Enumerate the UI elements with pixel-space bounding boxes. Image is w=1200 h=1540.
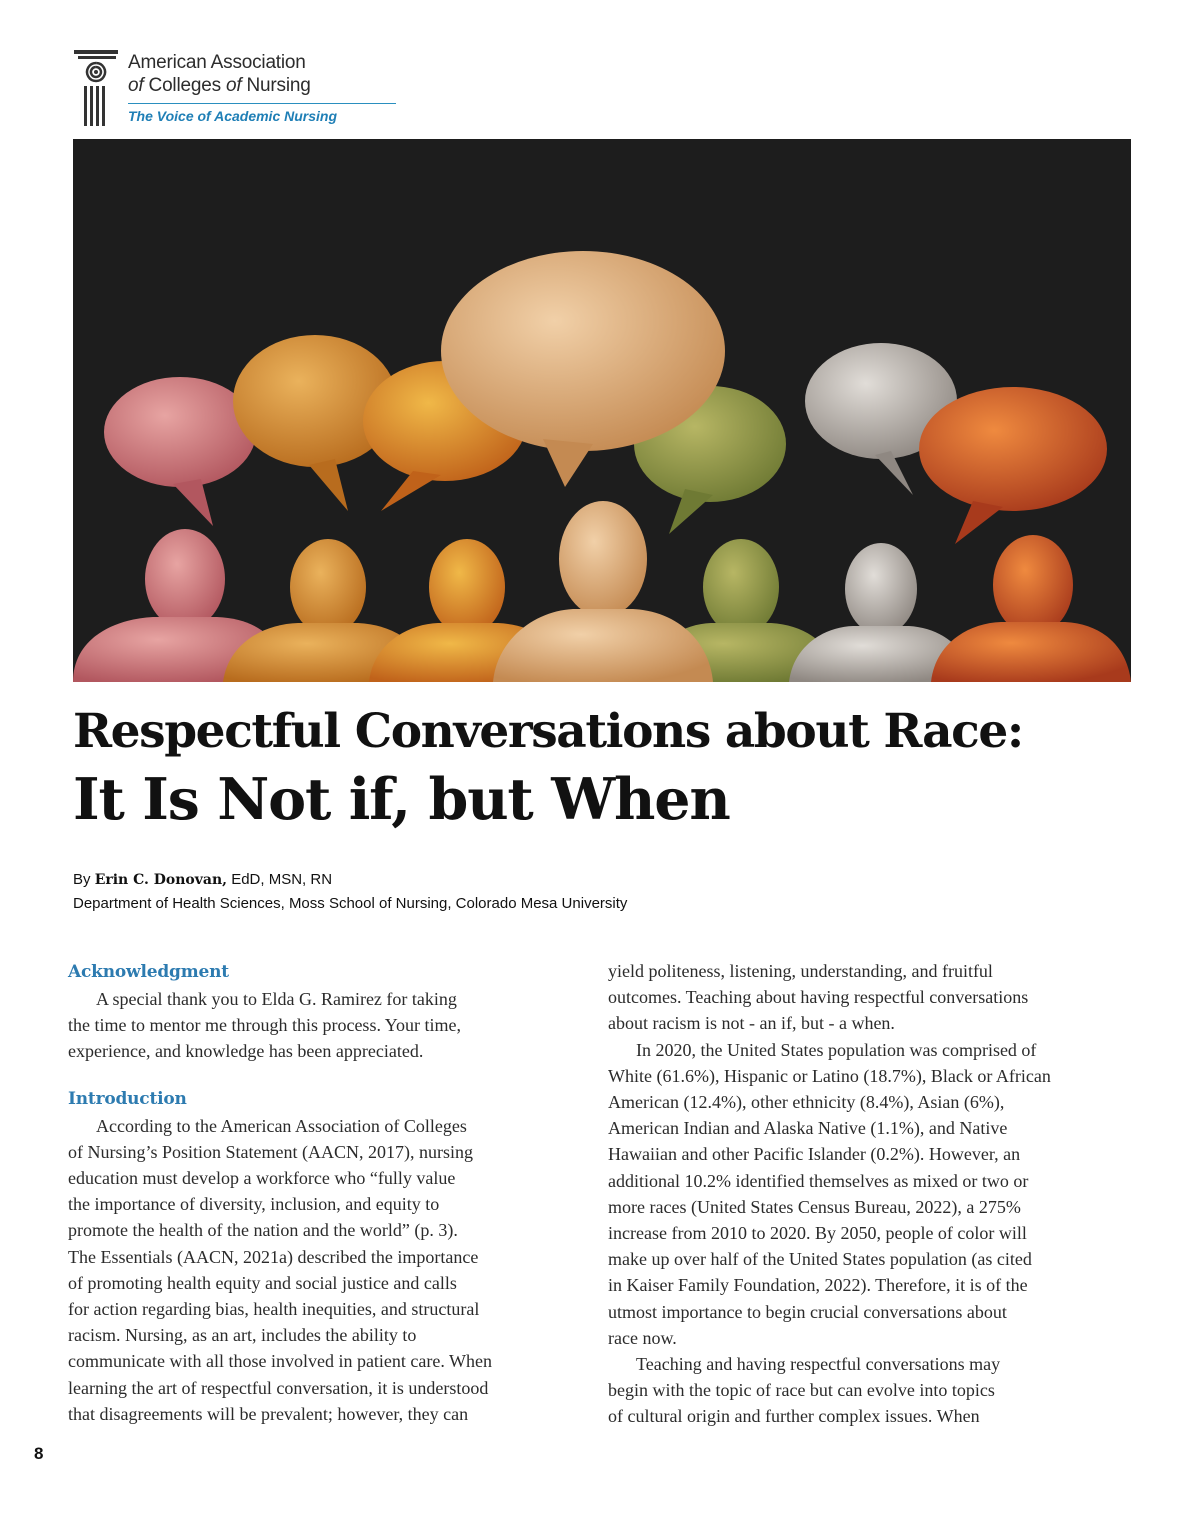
text-line: experience, and knowledge has been appreciated.	[68, 1041, 424, 1062]
text-line: White (61.6%), Hispanic or Latino (18.7%), Black or African	[608, 1065, 1051, 1086]
speech-bubbles-illustration	[73, 139, 1131, 682]
section-heading-acknowledgment: Acknowledgment	[68, 962, 229, 982]
text-line: of cultural origin and further complex issues. When	[608, 1406, 980, 1427]
acknowledgment-paragraph	[68, 986, 588, 1065]
text-line: increase from 2010 to 2020. By 2050, people of color will	[608, 1223, 1027, 1244]
person-silhouette-rust	[931, 535, 1131, 682]
person-silhouette-tan	[493, 501, 713, 682]
text-line: the time to mentor me through this process. Your time,	[68, 1015, 461, 1036]
left-column	[68, 958, 588, 1427]
aacn-logo	[74, 46, 338, 136]
text-line: utmost importance to begin crucial conversations about	[608, 1301, 1007, 1322]
right-column	[608, 958, 1128, 1430]
title-line-1: Respectful Conversations about Race:	[73, 704, 1023, 759]
hero-image	[73, 139, 1131, 682]
text-line: Hawaiian and other Pacific Islander (0.2%). However, an	[608, 1144, 1021, 1165]
logo-divider	[128, 103, 396, 104]
author-affiliation: Department of Health Sciences, Moss School of Nursing, Colorado Mesa University	[73, 895, 628, 912]
text-line: outcomes. Teaching about having respectful conversations	[608, 987, 1029, 1008]
logo-name-line2: of Colleges of Nursing	[128, 75, 311, 96]
text-line: begin with the topic of race but can evolve into topics	[608, 1380, 995, 1401]
text-line: of Nursing’s Position Statement (AACN, 2017), nursing	[68, 1141, 473, 1162]
text-line: of promoting health equity and social justice and calls	[68, 1272, 457, 1293]
logo-name-line1: American Association	[128, 52, 306, 73]
text-line: more races (United States Census Bureau, 2022), a 275%	[608, 1196, 1021, 1217]
text-line: In 2020, the United States population was comprised of	[636, 1039, 1037, 1060]
text-line: additional 10.2% identified themselves as mixed or two or	[608, 1170, 1029, 1191]
by-label: By	[73, 871, 91, 888]
author-name: Erin C. Donovan,	[94, 872, 228, 888]
text-line: in Kaiser Family Foundation, 2022). Therefore, it is of the	[608, 1275, 1028, 1296]
text-line: Teaching and having respectful conversations may	[636, 1354, 1001, 1375]
byline	[73, 868, 627, 915]
text-line: for action regarding bias, health inequities, and structural	[68, 1299, 480, 1320]
text-line: American (12.4%), other ethnicity (8.4%), Asian (6%),	[608, 1092, 1005, 1113]
author-line	[73, 868, 627, 892]
text-line: about racism is not - an if, but - a when.	[608, 1013, 895, 1034]
text-line: According to the American Association of Colleges	[96, 1115, 467, 1136]
text-line: make up over half of the United States population (as cited	[608, 1249, 1032, 1270]
title-line-2: It Is Not if, but When	[73, 766, 730, 833]
text-line: A special thank you to Elda G. Ramirez for taking	[96, 989, 457, 1009]
paragraph-teaching	[608, 1351, 1128, 1430]
column-logo-icon	[74, 50, 118, 128]
paragraph-continued	[608, 958, 1128, 1037]
text-line: that disagreements will be prevalent; however, they can	[68, 1403, 469, 1424]
text-line: racism. Nursing, as an art, includes the ability to	[68, 1325, 417, 1346]
section-heading-introduction: Introduction	[68, 1088, 187, 1109]
page-number: 8	[34, 1444, 44, 1463]
logo-tagline: The Voice of Academic Nursing	[128, 108, 338, 124]
text-line: American Indian and Alaska Native (1.1%), and Native	[608, 1118, 1008, 1139]
text-line: communicate with all those involved in patient care. When	[68, 1351, 493, 1372]
text-line: race now.	[608, 1327, 677, 1348]
speech-bubble-rust	[919, 387, 1107, 544]
text-line: education must develop a workforce who “fully value	[68, 1168, 456, 1189]
text-line: promote the health of the nation and the world” (p. 3).	[68, 1220, 458, 1241]
introduction-paragraph	[68, 1113, 588, 1427]
author-credentials: EdD, MSN, RN	[231, 871, 333, 888]
text-line: learning the art of respectful conversation, it is understood	[68, 1377, 489, 1398]
article-title	[73, 700, 1133, 836]
paragraph-population	[608, 1037, 1128, 1351]
text-line: The Essentials (AACN, 2021a) described the importance	[68, 1246, 479, 1267]
text-line: yield politeness, listening, understanding, and fruitful	[608, 961, 993, 981]
text-line: the importance of diversity, inclusion, and equity to	[68, 1194, 440, 1215]
